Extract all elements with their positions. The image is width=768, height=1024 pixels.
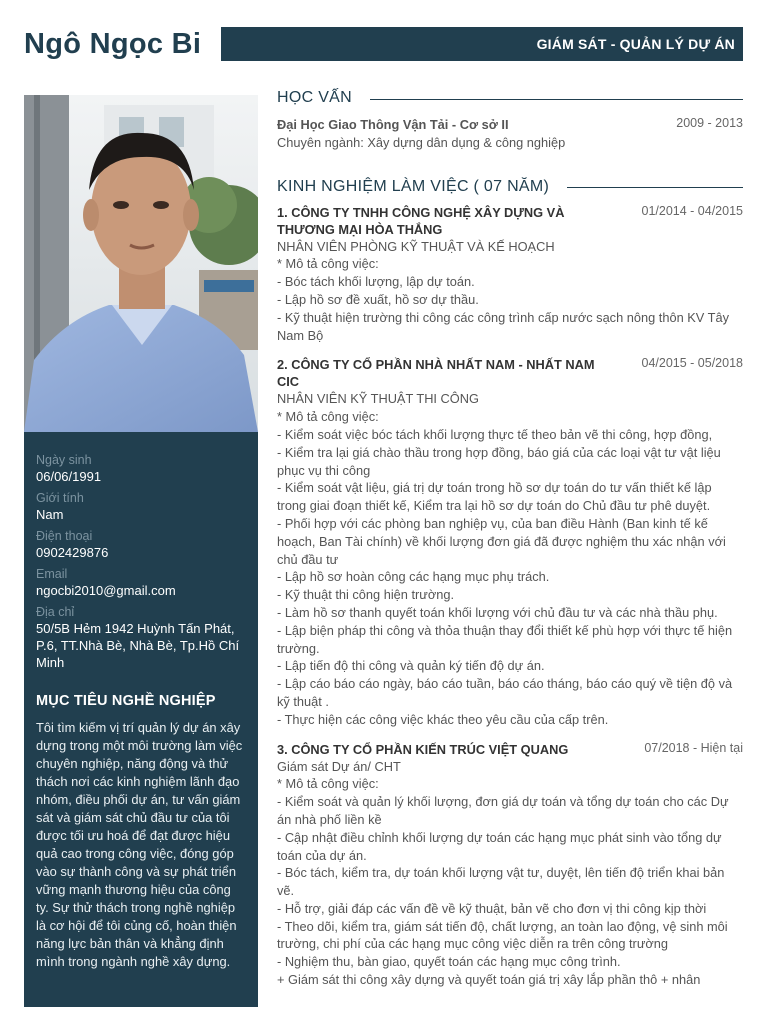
job-desc-line: * Mô tả công việc: <box>277 776 379 792</box>
gender-label: Giới tính <box>36 491 84 505</box>
job-desc-line: - Kiểm tra lại giá chào thầu trong hợp đồng, báo giá của các loại vật tư vật liệu phục vụ thi công <box>277 444 721 478</box>
education-period: 2009 - 2013 <box>676 116 743 130</box>
email-value: ngocbi2010@gmail.com <box>36 583 176 598</box>
email-label: Email <box>36 567 68 581</box>
position-title: GIÁM SÁT - QUẢN LÝ DỰ ÁN <box>536 36 735 52</box>
job-role: Giám sát Dự án/ CHT <box>277 758 401 774</box>
address-block <box>36 604 246 671</box>
candidate-name: Ngô Ngọc Bi <box>24 28 202 60</box>
sidebar <box>24 432 258 1007</box>
education-row <box>277 116 743 134</box>
section-divider <box>567 187 743 188</box>
experience-title: KINH NGHIỆM LÀM VIỆC ( 07 NĂM) <box>277 177 550 195</box>
job-period: 07/2018 - Hiện tại <box>644 740 743 755</box>
job-desc-line: - Kiểm soát việc bóc tách khối lượng thực tế theo bản vẽ thi công, hợp đồng, <box>277 426 713 442</box>
address-value: 50/5B Hẻm 1942 Huỳnh Tấn Phát, P.6, TT.Nhà Bè, Nhà Bè, Tp.Hồ Chí Minh <box>36 621 240 670</box>
job-desc-line: - Theo dõi, kiểm tra, giám sát tiến độ, chất lượng, an toàn lao động, vệ sinh môi trường, chi phí của các hạng mục công việc diễn ra trên công trường <box>277 918 728 952</box>
job-company: 2. CÔNG TY CỔ PHẦN NHÀ NHẤT NAM - NHẤT NAM CIC <box>277 357 595 390</box>
job-desc-line: - Cập nhật điều chỉnh khối lượng dự toán các hạng mục phát sinh vào tổng dự toán của dự án. <box>277 829 722 863</box>
main-content <box>277 89 743 989</box>
job-item-2 <box>277 356 743 728</box>
job-desc-line: + Giám sát thi công xây dựng và quyết toán giá trị xây lắp phần thô + nhân <box>277 972 701 988</box>
job-item-3 <box>277 741 743 989</box>
job-header <box>277 204 743 238</box>
birthdate-block <box>36 452 246 485</box>
job-desc-line: - Hỗ trợ, giải đáp các vấn đề về kỹ thuật, bản vẽ cho đơn vị thi công kịp thời <box>277 900 707 916</box>
position-banner <box>221 27 743 61</box>
job-company: 3. CÔNG TY CỔ PHẦN KIẾN TRÚC VIỆT QUANG <box>277 741 569 757</box>
job-role: NHÂN VIÊN KỸ THUẬT THI CÔNG <box>277 391 479 407</box>
job-period: 01/2014 - 04/2015 <box>641 203 743 218</box>
job-desc-line: * Mô tả công việc: <box>277 256 379 272</box>
phone-label: Điện thoại <box>36 529 93 543</box>
job-desc-line: - Bóc tách, kiểm tra, dự toán khối lượng vật tư, duyệt, lên tiến độ triển khai bản vẽ. <box>277 865 725 899</box>
objective-text: Tôi tìm kiếm vị trí quản lý dự án xây dựng trong một môi trường làm việc chuyên nghiệp, năng động và thử thách nơi các kinh nghiệm lãnh đạo nhóm, điều phối dự án, tư vấn giám sát và giám sát chủ đầu tư của tôi được tối ưu hoá để đạt được hiệu quả cao trong công việc, đóng góp vào sự thành công và sự phát triển vững mạnh thương hiệu của công ty. Sự thử thách trong nghề nghiệp là cơ hội để tôi củng cố, hoàn thiện năng lực bản thân và khẳng định mình trong ngành nghề xây dựng. <box>36 720 243 969</box>
birthdate-value: 06/06/1991 <box>36 469 102 484</box>
job-desc-line: - Nghiệm thu, bàn giao, quyết toán các hạng mục công trình. <box>277 954 621 970</box>
objective-title: MỤC TIÊU NGHỀ NGHIỆP <box>36 693 216 709</box>
section-divider <box>370 99 743 100</box>
job-desc-line: - Lập hồ sơ đề xuất, hồ sơ dự thầu. <box>277 291 479 307</box>
profile-photo <box>24 95 258 432</box>
job-desc-line: - Kỹ thuật thi công hiện trường. <box>277 587 455 603</box>
portrait-image <box>24 95 258 432</box>
job-desc-line: - Lập hồ sơ hoàn công các hạng mục phụ trách. <box>277 569 550 585</box>
job-desc-line: * Mô tả công việc: <box>277 409 379 425</box>
job-desc-line: - Lập cáo báo cáo ngày, báo cáo tuần, báo cáo tháng, báo cáo quý về tiện độ và kỹ thuật . <box>277 676 733 709</box>
email-block <box>36 566 246 599</box>
job-period: 04/2015 - 05/2018 <box>641 356 743 371</box>
job-item-1 <box>277 204 743 345</box>
job-desc-line: - Lập tiến độ thi công và quản ký tiến độ dự án. <box>277 658 545 674</box>
gender-value: Nam <box>36 507 64 522</box>
contact-info <box>24 432 258 671</box>
job-desc-line: - Kiểm soát vật liệu, giá trị dự toán trong hồ sơ dự toán do tư vấn thiết kế lập trong giai đoạn thiết kế, Kiểm tra lại hồ sơ dự toán do Chủ đầu tư phê duyệt. <box>277 480 712 514</box>
job-header <box>277 741 743 758</box>
job-desc-line: - Bóc tách khối lượng, lập dự toán. <box>277 274 475 290</box>
job-header <box>277 356 743 390</box>
address-label: Địa chỉ <box>36 605 75 619</box>
job-desc-line: - Thực hiện các công việc khác theo yêu cầu của cấp trên. <box>277 711 609 727</box>
gender-block <box>36 490 246 523</box>
job-desc-line: - Kỹ thuật hiện trường thi công các công trình cấp nước sạch nông thôn KV Tây Nam Bộ <box>277 309 729 343</box>
education-major: Chuyên ngành: Xây dựng dân dụng & công nghiệp <box>277 134 566 150</box>
birthdate-label: Ngày sinh <box>36 453 92 467</box>
phone-value: 0902429876 <box>36 545 109 560</box>
experience-header <box>277 178 743 196</box>
job-desc-line: - Kiểm soát và quản lý khối lượng, đơn giá dự toán và tổng dự toán cho các Dự án nhà phố liền kề <box>277 794 729 827</box>
education-header <box>277 89 743 107</box>
job-role: NHÂN VIÊN PHÒNG KỸ THUẬT VÀ KẾ HOẠCH <box>277 238 555 254</box>
job-desc-line: - Lập biện pháp thi công và thỏa thuận thay đổi thiết kế phù hợp với thực tế hiện trường. <box>277 622 733 656</box>
job-desc-line: - Phối hợp với các phòng ban nghiệp vụ, của ban điều Hành (Ban kinh tế kế hoạch, Ban Tài chính) về khối lượng đơn giá đã được nghiệm thu xác nhận với chủ đầu tư <box>277 515 726 567</box>
phone-block <box>36 528 246 561</box>
education-title: HỌC VẤN <box>277 89 352 106</box>
education-school: Đại Học Giao Thông Vận Tải - Cơ sở II <box>277 117 509 132</box>
job-desc-line: - Làm hồ sơ thanh quyết toán khối lượng với chủ đầu tư và các nhà thầu phụ. <box>277 604 718 620</box>
job-company: 1. CÔNG TY TNHH CÔNG NGHỆ XÂY DỰNG VÀ THƯƠNG MẠI HÒA THẮNG <box>277 204 565 237</box>
